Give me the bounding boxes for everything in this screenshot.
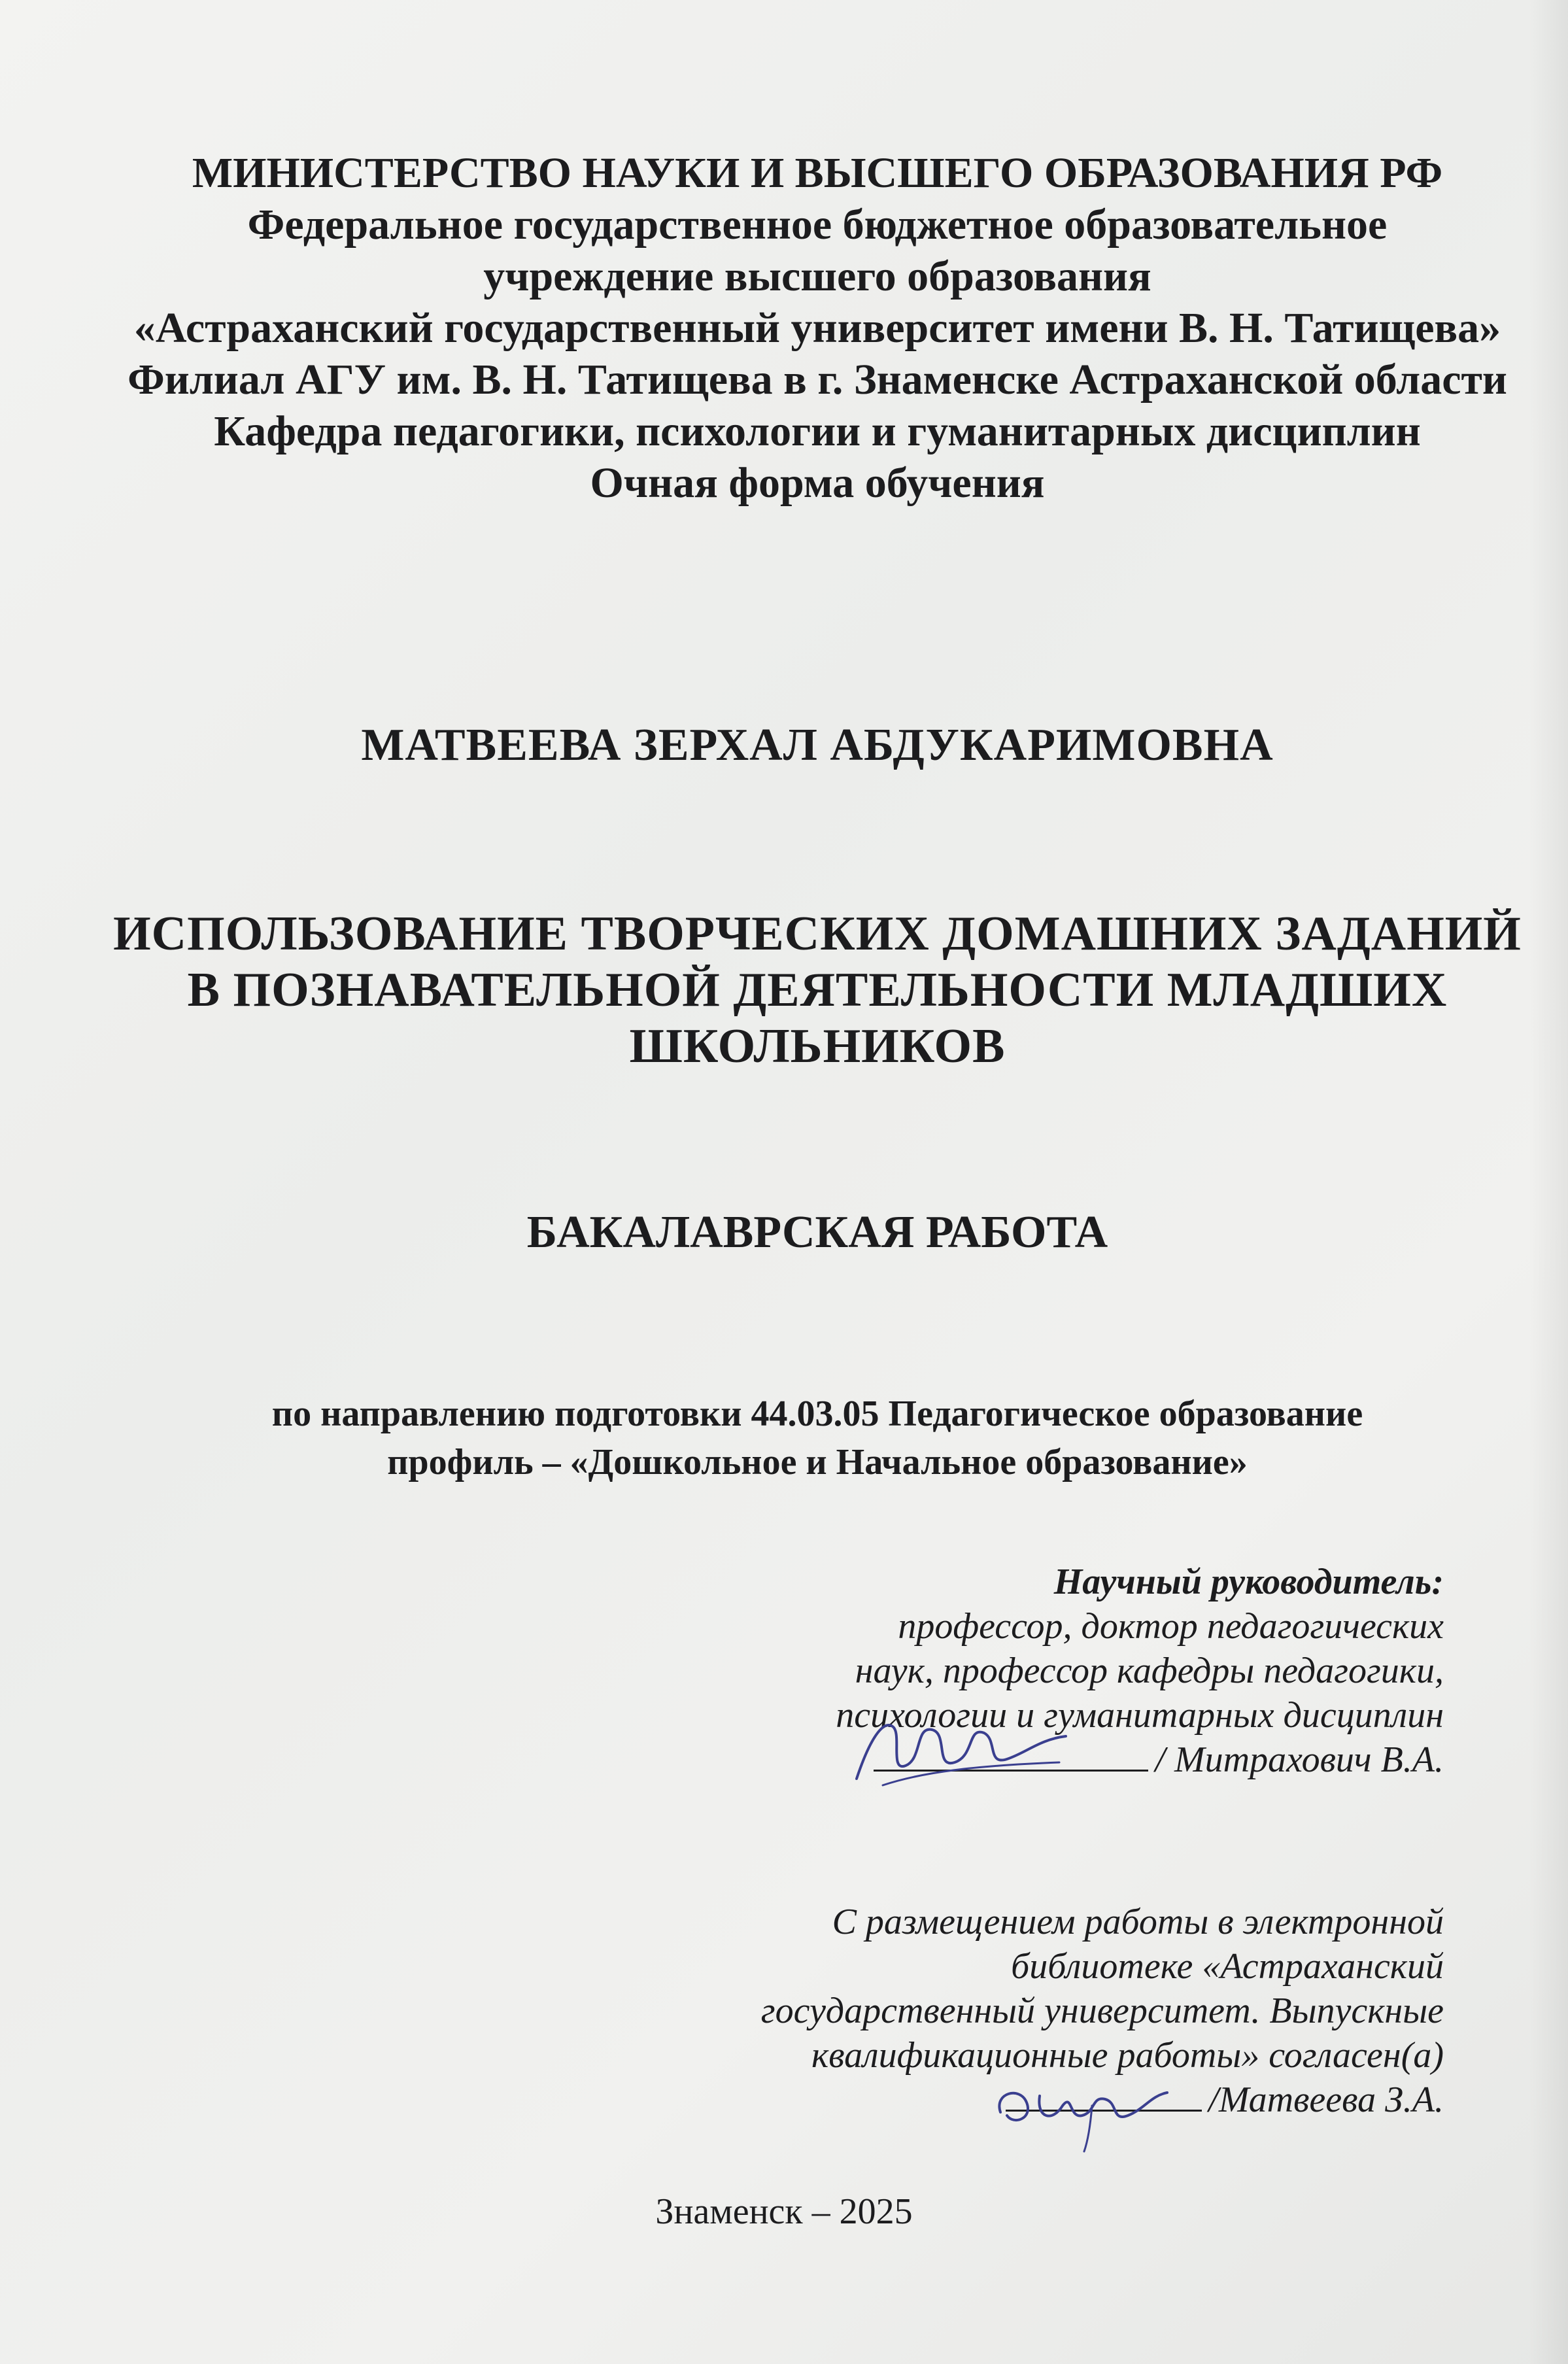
direction-line: профиль – «Дошкольное и Начальное образование» xyxy=(387,1442,1248,1482)
thesis-title xyxy=(98,906,1537,1074)
city-year: Знаменск – 2025 xyxy=(655,2191,913,2232)
header-line-department: Кафедра педагогики, психологии и гуманитарных дисциплин xyxy=(214,407,1421,455)
header-line-study-form: Очная форма обучения xyxy=(590,459,1045,507)
direction-line: по направлению подготовки 44.03.05 Педагогическое образование xyxy=(271,1394,1363,1434)
author-signature xyxy=(981,2060,1177,2158)
thesis-title-line: ИСПОЛЬЗОВАНИЕ ТВОРЧЕСКИХ ДОМАШНИХ ЗАДАНИЙ xyxy=(113,907,1522,961)
header-line-federal: Федеральное государственное бюджетное образовательное xyxy=(247,201,1388,248)
author-name: МАТВЕЕВА ЗЕРХАЛ АБДУКАРИМОВНА xyxy=(361,720,1274,770)
consent-name: /Матвеева З.А. xyxy=(1208,2080,1444,2120)
supervisor-name: / Митрахович В.А. xyxy=(1155,1739,1444,1780)
consent-line: государственный университет. Выпускные xyxy=(760,1991,1444,2031)
header-line-university: «Астраханский государственный университет имени В. Н. Татищева» xyxy=(133,304,1501,352)
supervisor-signature xyxy=(844,1700,1079,1798)
thesis-title-line: ШКОЛЬНИКОВ xyxy=(629,1019,1006,1073)
supervisor-position-line: профессор, доктор педагогических xyxy=(898,1606,1444,1647)
study-direction xyxy=(98,1390,1537,1486)
supervisor-position-line: психологии и гуманитарных дисциплин xyxy=(836,1695,1444,1736)
consent-line: С размещением работы в электронной xyxy=(832,1902,1444,1942)
thesis-title-line: В ПОЗНАВАТЕЛЬНОЙ ДЕЯТЕЛЬНОСТИ МЛАДШИХ xyxy=(187,963,1448,1017)
header-line-branch: Филиал АГУ им. В. Н. Татищева в г. Знаменске Астраханской области xyxy=(128,356,1507,403)
work-type: БАКАЛАВРСКАЯ РАБОТА xyxy=(526,1207,1108,1258)
header-line-ministry: МИНИСТЕРСТВО НАУКИ И ВЫСШЕГО ОБРАЗОВАНИЯ РФ xyxy=(192,149,1443,197)
consent-line: библиотеке «Астраханский xyxy=(1011,1946,1444,1987)
supervisor-label: Научный руководитель: xyxy=(1053,1562,1444,1602)
institution-header xyxy=(98,147,1537,509)
supervisor-position-line: наук, профессор кафедры педагогики, xyxy=(855,1651,1444,1691)
consent-line: квалификационные работы» согласен(а) xyxy=(811,2035,1444,2076)
header-line-institution-type: учреждение высшего образования xyxy=(483,252,1151,300)
